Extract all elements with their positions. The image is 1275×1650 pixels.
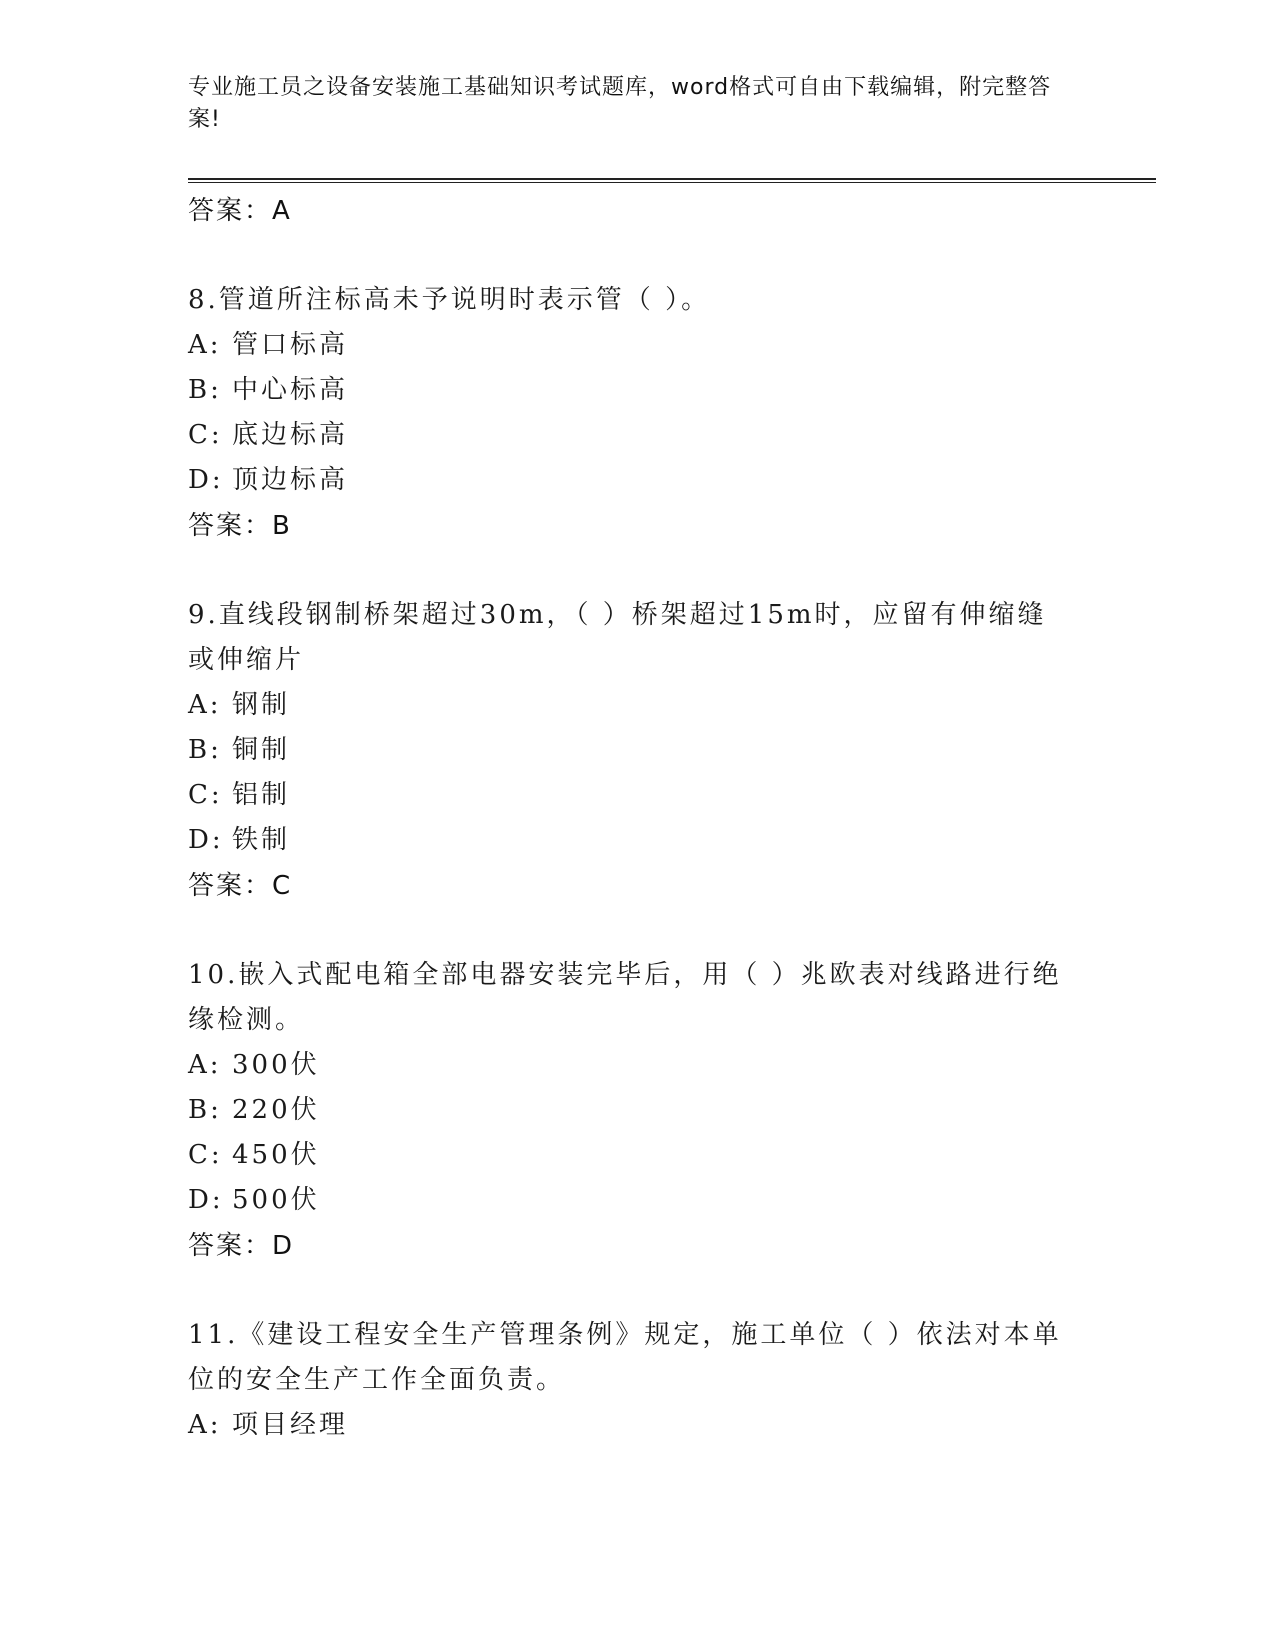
answer-line: 答案：B: [188, 511, 292, 541]
option-a: [188, 1043, 1088, 1088]
option-text: 铝制: [232, 780, 291, 810]
question-text: 10.嵌入式配电箱全部电器安装完毕后，用（ ）兆欧表对线路进行绝缘检测。: [188, 960, 1062, 1035]
option-text: 项目经理: [232, 1410, 349, 1440]
option-text: 220伏: [232, 1095, 320, 1125]
option-key: B:: [188, 375, 222, 405]
option-text: 管口标高: [232, 330, 349, 360]
option-text: 500伏: [232, 1185, 320, 1215]
option-text: 450伏: [232, 1140, 320, 1170]
option-key: C:: [188, 420, 223, 450]
option-a: [188, 683, 1088, 728]
option-text: 中心标高: [232, 375, 349, 405]
option-c: [188, 773, 1088, 818]
option-key: A:: [188, 1050, 222, 1080]
option-text: 底边标高: [232, 420, 349, 450]
option-key: C:: [188, 780, 223, 810]
answer-line: 答案：A: [188, 196, 292, 226]
option-key: A:: [188, 1410, 222, 1440]
question-text: 9.直线段钢制桥架超过30m，（ ）桥架超过15m时，应留有伸缩缝或伸缩片: [188, 600, 1047, 675]
option-a: [188, 323, 1088, 368]
page-header: 专业施工员之设备安装施工基础知识考试题库，word格式可自由下载编辑，附完整答案!: [188, 75, 1052, 132]
answer-line: 答案：D: [188, 1231, 295, 1261]
option-key: C:: [188, 1140, 223, 1170]
option-key: A:: [188, 690, 222, 720]
option-key: D:: [188, 825, 224, 855]
option-c: [188, 1133, 1088, 1178]
option-key: B:: [188, 735, 222, 765]
question-list: [188, 188, 1088, 1448]
option-b: [188, 1088, 1088, 1133]
option-text: 铜制: [232, 735, 291, 765]
question-text: 11.《建设工程安全生产管理条例》规定，施工单位（ ）依法对本单位的安全生产工作全面负责。: [188, 1320, 1062, 1395]
option-key: A:: [188, 330, 222, 360]
option-key: D:: [188, 465, 224, 495]
option-text: 钢制: [232, 690, 291, 720]
option-text: 顶边标高: [232, 465, 349, 495]
option-a: [188, 1403, 1088, 1448]
option-d: [188, 458, 1088, 503]
option-c: [188, 413, 1088, 458]
header-rule: [188, 178, 1156, 183]
option-b: [188, 728, 1088, 773]
option-key: B:: [188, 1095, 222, 1125]
option-text: 铁制: [232, 825, 291, 855]
option-key: D:: [188, 1185, 224, 1215]
option-text: 300伏: [232, 1050, 320, 1080]
option-b: [188, 368, 1088, 413]
question-text: 8.管道所注标高未予说明时表示管（ ）。: [188, 285, 711, 315]
answer-line: 答案：C: [188, 871, 293, 901]
option-d: [188, 1178, 1088, 1223]
option-d: [188, 818, 1088, 863]
